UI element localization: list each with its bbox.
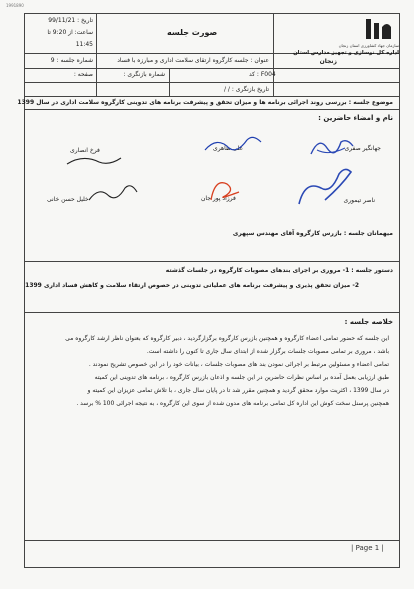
signature-safari bbox=[307, 134, 357, 160]
topic-divider bbox=[25, 96, 399, 97]
signature-taheri bbox=[203, 132, 263, 156]
summary-title: خلاصه جلسه : bbox=[344, 318, 393, 326]
agenda-item-2: 2- میزان تحقق پذیری و پیشرفت برنامه های عملیاتی تدوینی در خصوص ارتقاء سلامت و کاهش فساد اداری 1399 bbox=[25, 282, 359, 289]
attendee-name: ناصر تیموری bbox=[343, 197, 375, 204]
topic-divider bbox=[25, 109, 399, 110]
page-number-label: صفحه : bbox=[73, 71, 93, 78]
corner-number: 1991890 bbox=[6, 3, 24, 8]
summary-paragraph: همچنین پرسنل سخت کوش این اداره کل تمامی برنامه های مدون شده از سوی این کارگروه ، به نتیجه اجرائی 100 % برسد . bbox=[76, 400, 389, 407]
summary-body bbox=[34, 332, 389, 410]
form-code: F004 : کد bbox=[249, 71, 276, 78]
header-column-line bbox=[96, 14, 97, 96]
org-line-2: اداره کل نوسازی و تجهیز مدارس استان bbox=[293, 50, 399, 56]
org-line-1: سازمان جهاد کشاورزی استان زنجان bbox=[338, 43, 399, 48]
page-footer: | Page 1 | bbox=[351, 544, 384, 552]
summary-paragraph: تمامی اعضاء و مسئولین مرتبط بر اجرائی نمودن بند های مصوبات جلسات ، بیانات خود را در این خصوص تشریح نمودند . bbox=[88, 361, 389, 368]
header-divider bbox=[25, 82, 399, 83]
agenda-item-1: 1- مروری بر اجرای بندهای مصوبات کارگروه در جلسات گذشته bbox=[165, 267, 350, 274]
summary-paragraph: در سال 1399 ، اکثریت موارد محقق گردید و همچنین مقرر شد تا در پایان سال جاری ، با تلاش تمامی عزیزان این کمیته و bbox=[87, 387, 389, 394]
footer-divider bbox=[25, 540, 399, 541]
attendee-name: فرخ انصاری bbox=[70, 147, 100, 154]
agenda-line-1 bbox=[166, 267, 393, 274]
meeting-topic: موضوع جلسه : بررسی روند اجرائی برنامه ها و میزان تحقق و پیشرفت برنامه های تدوینی کارگروه سلامت اداری در سال 1399 bbox=[17, 99, 393, 106]
review-date: تاریخ بازنگری : / / bbox=[223, 86, 269, 93]
signature-pourjan bbox=[205, 174, 245, 204]
signature-teymouri bbox=[295, 164, 355, 208]
attendee-name: علی طاهری bbox=[213, 145, 244, 152]
header-column-line bbox=[273, 14, 274, 96]
subject-label: عنوان : bbox=[250, 57, 269, 64]
page-frame bbox=[17, 13, 400, 568]
session-date: تاریخ : 99/11/21 bbox=[48, 17, 93, 24]
section-divider bbox=[25, 261, 399, 262]
meeting-guests: میهمانان جلسه : بازرس کارگروه آقای مهندس سپهری bbox=[232, 230, 393, 237]
session-time: ساعت: از 9:20 تا bbox=[47, 29, 93, 36]
subject-text: جلسه کارگروه ارتقای سلامت اداری و مبارزه با فساد bbox=[117, 57, 249, 64]
org-line-3: زنجان bbox=[319, 58, 337, 65]
header-divider bbox=[25, 68, 399, 69]
header-column-line bbox=[169, 68, 170, 96]
summary-paragraph: باشد ، مروری بر تمامی مصوبات جلسات برگزار شده از ابتدای سال جاری تا کنون را داشته است. bbox=[146, 348, 389, 355]
section-divider bbox=[25, 312, 399, 313]
attendee-name: فرزاد پور جان bbox=[201, 195, 236, 202]
summary-paragraph: این جلسه که حضور تمامی اعضاء کارگروه و همچنین بازرس کارگروه برگزارگردید ، دبیر کارگروه که بعنوان ناظر ارشد کارگروه می bbox=[65, 335, 389, 342]
document-title: صورت جلسه bbox=[167, 28, 218, 37]
session-time-end: 11:45 bbox=[75, 41, 93, 48]
session-number: شماره جلسه : 9 bbox=[50, 57, 93, 64]
summary-paragraph: طبق ارزیابی بعمل آمده بر اساس نظرات حاضرین در این جلسه و اذعان بازرس کارگروه ، برنامه های تدوینی این کمیته bbox=[94, 374, 389, 381]
attendees-title: نام و امضاء حاضرین : bbox=[318, 114, 393, 122]
attendee-name: جهانگیر صفری bbox=[344, 145, 381, 152]
signature-hasankhani bbox=[85, 180, 141, 206]
agenda-label: دستور جلسه : bbox=[351, 267, 393, 274]
review-number: شماره بازنگری : bbox=[123, 71, 165, 78]
attendee-name: خلیل حسن خانی bbox=[47, 196, 89, 203]
signature-ansari bbox=[63, 152, 123, 170]
organization-logo-icon bbox=[363, 17, 393, 43]
subject-line bbox=[101, 57, 269, 64]
